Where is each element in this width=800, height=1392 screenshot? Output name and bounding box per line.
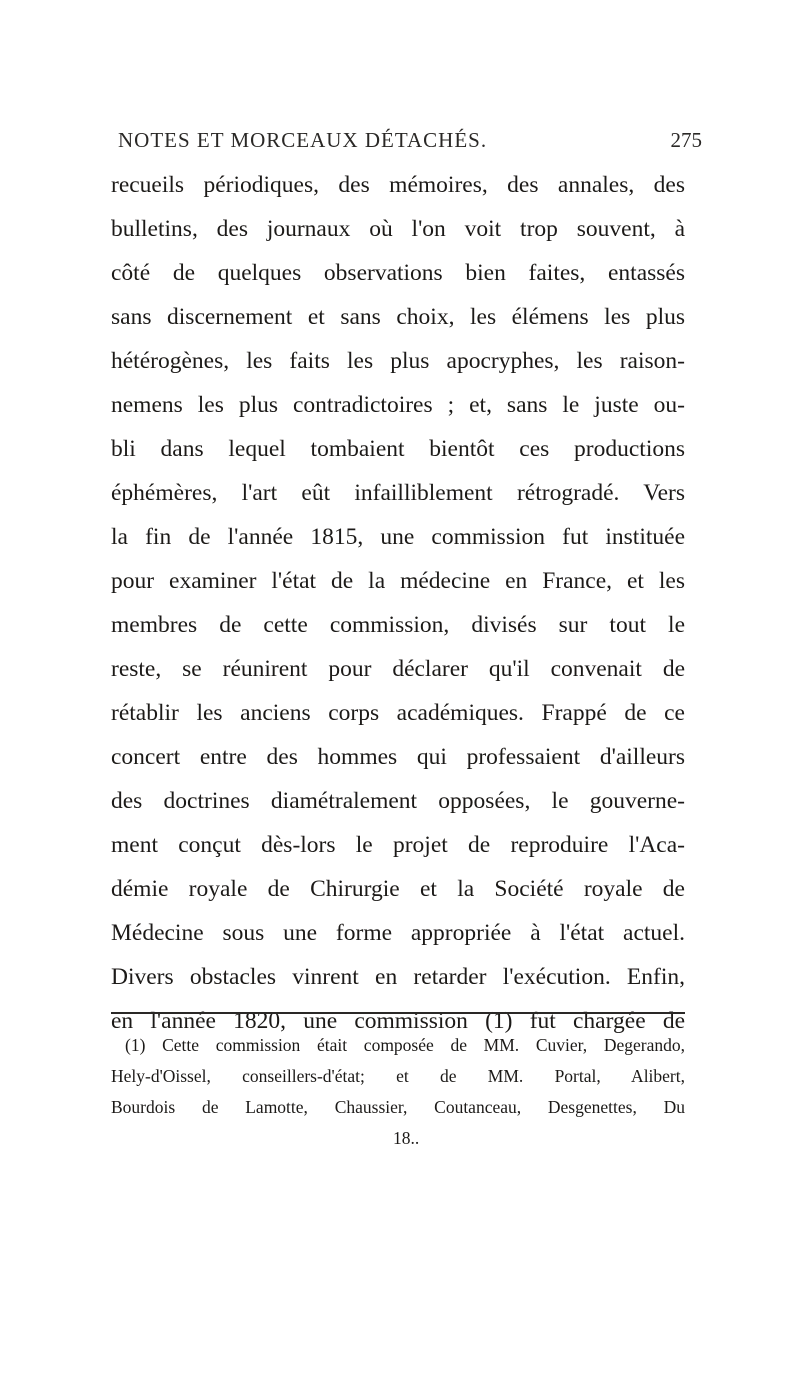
text-line: des doctrines diamétralement opposées, le gouverne- <box>111 788 685 814</box>
text-line: Médecine sous une forme appropriée à l'état actuel. <box>111 920 685 946</box>
text-line: bulletins, des journaux où l'on voit trop souvent, à <box>111 216 685 242</box>
text-line: ment conçut dès-lors le projet de reproduire l'Aca- <box>111 832 685 858</box>
footnote-line: (1) Cette commission était composée de MM. Cuvier, Degerando, <box>125 1035 685 1055</box>
text-line: reste, se réunirent pour déclarer qu'il convenait de <box>111 656 685 682</box>
running-head-title: NOTES ET MORCEAUX DÉTACHÉS. <box>118 128 488 152</box>
footnote-line: Bourdois de Lamotte, Chaussier, Coutanceau, Desgenettes, Du <box>111 1097 685 1117</box>
text-line: hétérogènes, les faits les plus apocryphes, les raison- <box>111 348 685 374</box>
text-line: bli dans lequel tombaient bientôt ces productions <box>111 436 685 462</box>
footnote-line: Hely-d'Oissel, conseillers-d'état; et de MM. Portal, Alibert, <box>111 1066 685 1086</box>
text-line: rétablir les anciens corps académiques. Frappé de ce <box>111 700 685 726</box>
text-line: sans discernement et sans choix, les élémens les plus <box>111 304 685 330</box>
signature-mark: 18.. <box>393 1128 420 1148</box>
body-text <box>111 163 685 1043</box>
text-line: Divers obstacles vinrent en retarder l'exécution. Enfin, <box>111 964 685 990</box>
text-line: membres de cette commission, divisés sur tout le <box>111 612 685 638</box>
page-number: 275 <box>670 128 702 152</box>
running-head <box>110 128 710 158</box>
text-line: côté de quelques observations bien faites, entassés <box>111 260 685 286</box>
text-line: pour examiner l'état de la médecine en France, et les <box>111 568 685 594</box>
footnote-rule <box>111 1012 685 1014</box>
text-line: en l'année 1820, une commission (1) fut chargée de <box>111 1008 685 1034</box>
text-line: recueils périodiques, des mémoires, des annales, des <box>111 172 685 198</box>
text-line: éphémères, l'art eût infailliblement rétrogradé. Vers <box>111 480 685 506</box>
text-line: la fin de l'année 1815, une commission fut instituée <box>111 524 685 550</box>
text-line: démie royale de Chirurgie et la Société royale de <box>111 876 685 902</box>
text-line: concert entre des hommes qui professaient d'ailleurs <box>111 744 685 770</box>
footnotes <box>111 1030 685 1154</box>
text-line: nemens les plus contradictoires ; et, sans le juste ou- <box>111 392 685 418</box>
